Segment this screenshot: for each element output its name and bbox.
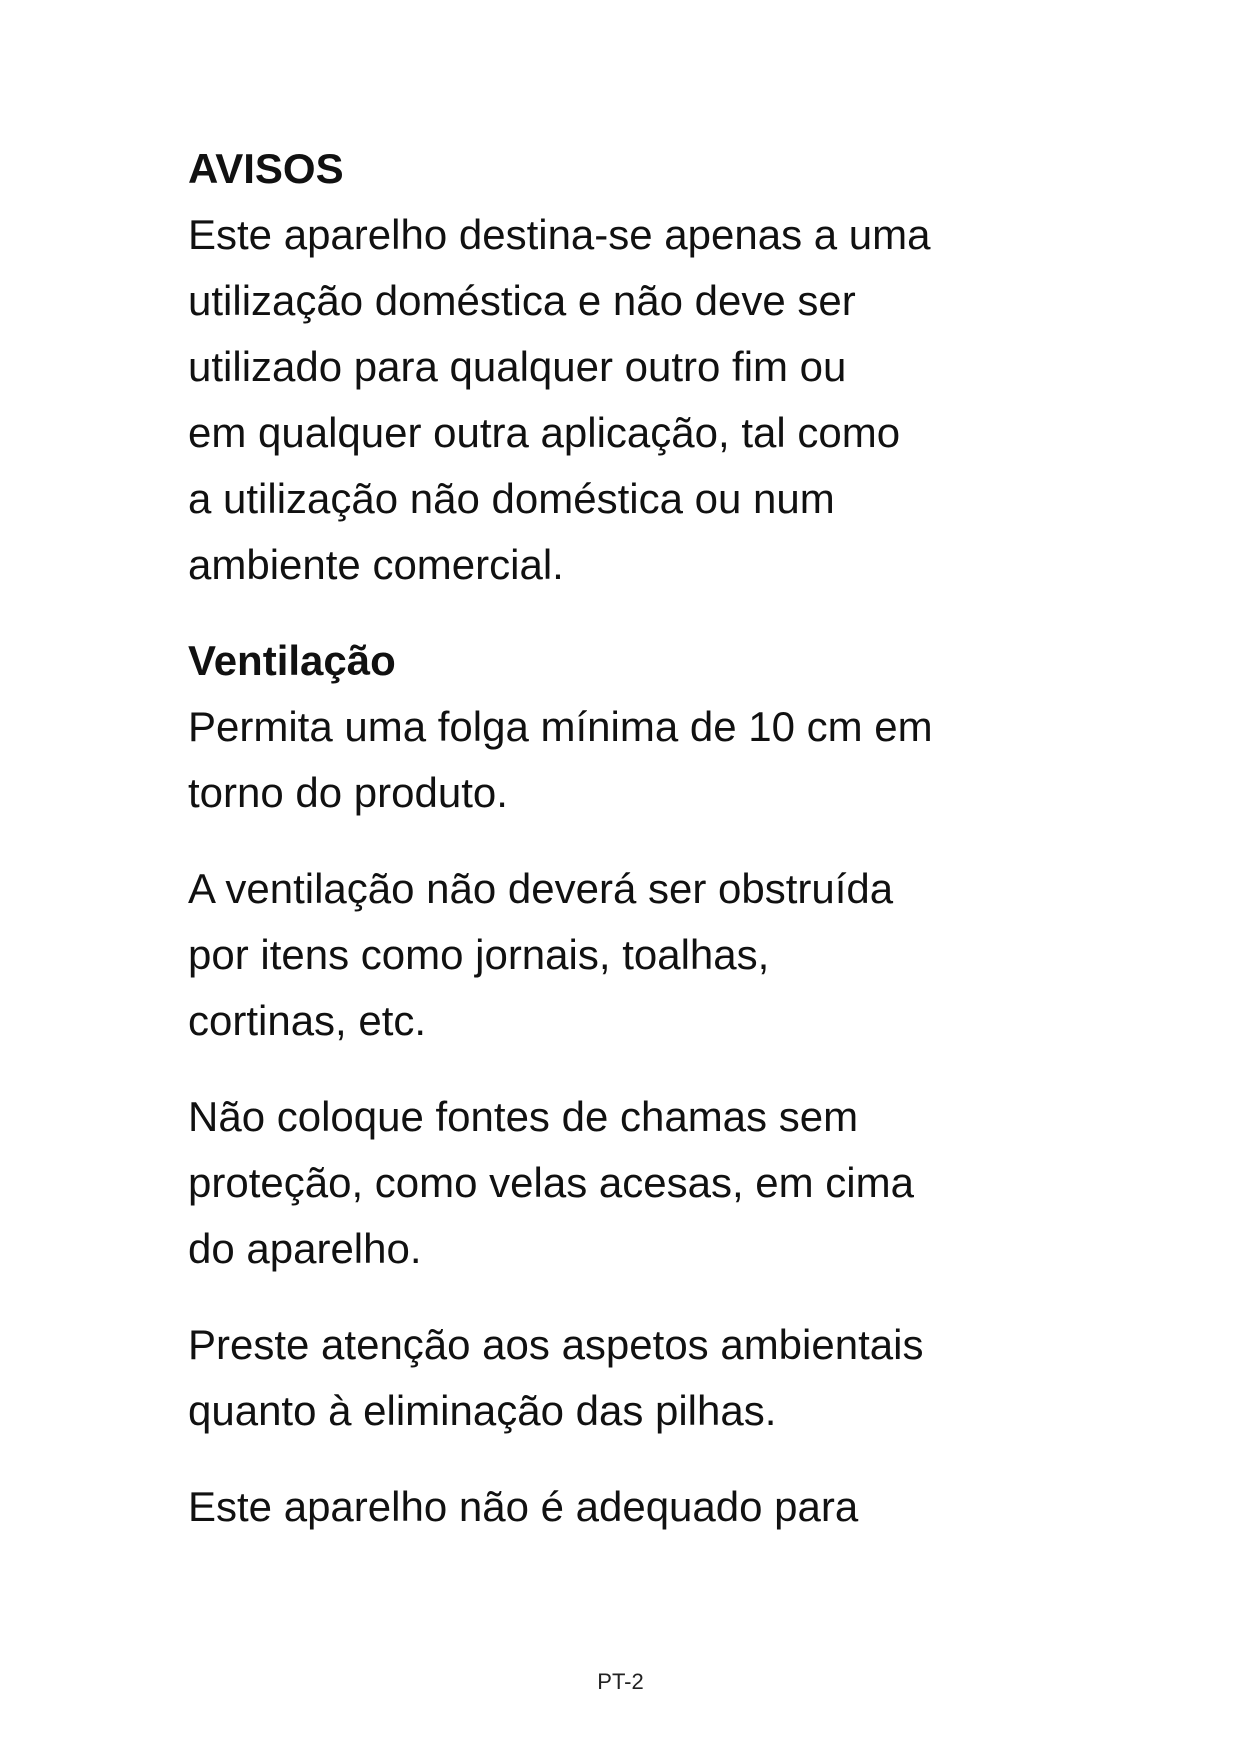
text-line: do aparelho. <box>188 1225 422 1272</box>
text-line: a utilização não doméstica ou num <box>188 475 835 522</box>
document-body <box>188 136 1088 1570</box>
section-heading: AVISOS <box>188 145 344 192</box>
section-avisos <box>188 136 1088 598</box>
section-heading: Ventilação <box>188 637 396 684</box>
paragraph <box>188 1312 1088 1444</box>
text-line: proteção, como velas acesas, em cima <box>188 1159 914 1206</box>
text-line: Este aparelho não é adequado para <box>188 1483 859 1530</box>
text-line: cortinas, etc. <box>188 997 427 1044</box>
text-line: Preste atenção aos aspetos ambientais <box>188 1321 924 1368</box>
text-line: torno do produto. <box>188 769 508 816</box>
paragraph <box>188 856 1088 1054</box>
text-line: em qualquer outra aplicação, tal como <box>188 409 901 456</box>
paragraph <box>188 694 1088 826</box>
text-line: utilizado para qualquer outro fim ou <box>188 343 847 390</box>
paragraph <box>188 1474 1088 1540</box>
text-line: Não coloque fontes de chamas sem <box>188 1093 859 1140</box>
text-line: Permita uma folga mínima de 10 cm em <box>188 703 933 750</box>
paragraph <box>188 1084 1088 1282</box>
paragraph <box>188 202 1088 598</box>
text-line: utilização doméstica e não deve ser <box>188 277 856 324</box>
section-ventilacao <box>188 628 1088 1540</box>
text-line: A ventilação não deverá ser obstruída <box>188 865 894 912</box>
text-line: ambiente comercial. <box>188 541 564 588</box>
page-number: PT-2 <box>597 1669 644 1694</box>
text-line: quanto à eliminação das pilhas. <box>188 1387 777 1434</box>
text-line: por itens como jornais, toalhas, <box>188 931 770 978</box>
text-line: Este aparelho destina-se apenas a uma <box>188 211 931 258</box>
